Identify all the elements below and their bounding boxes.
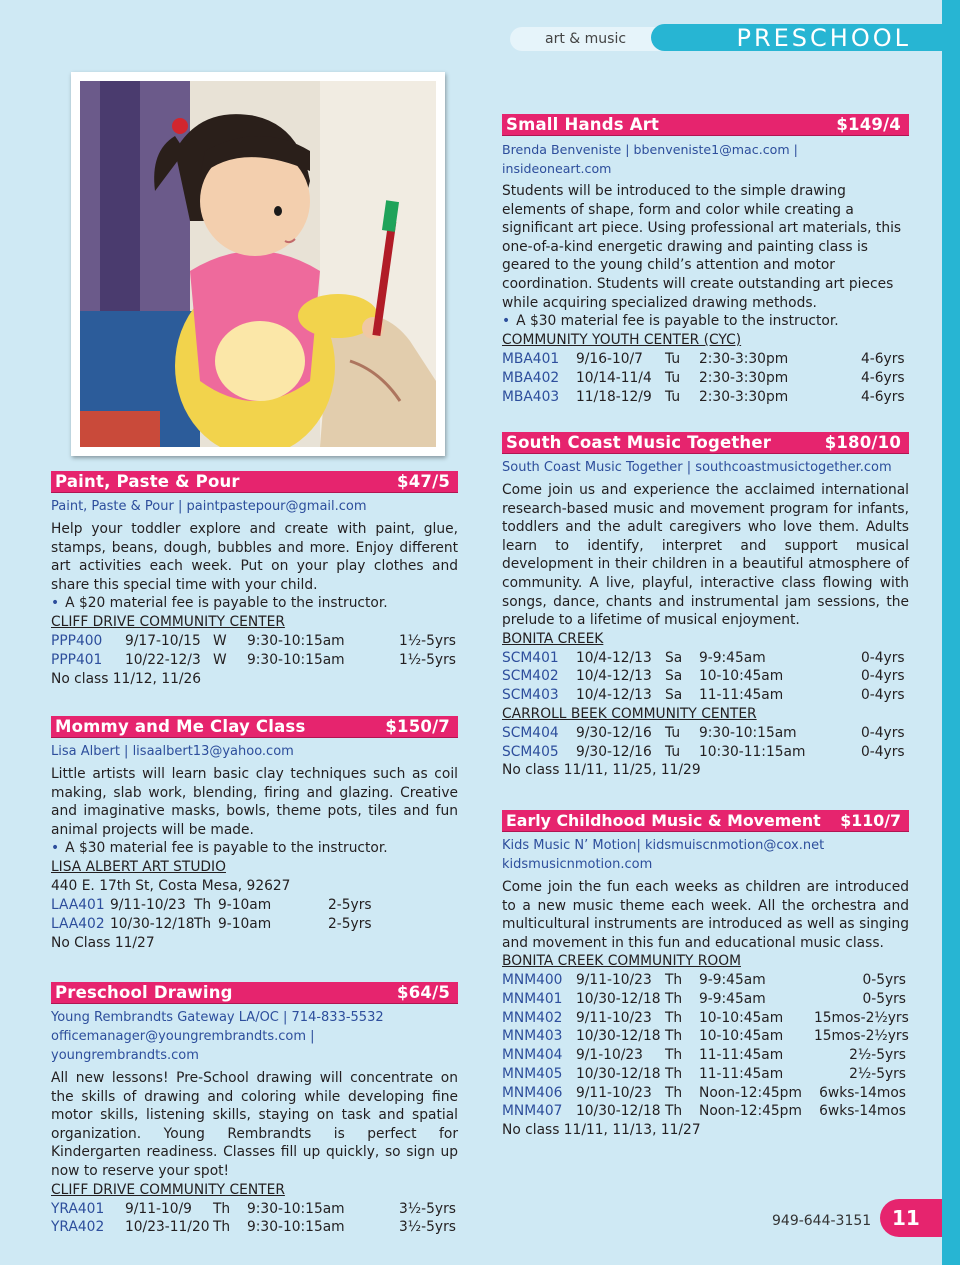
course-price: $150/7: [385, 717, 450, 736]
no-class-note: No class 11/12, 11/26: [51, 670, 202, 687]
session-dates: 10/4-12/13: [576, 649, 652, 666]
location: COMMUNITY YOUTH CENTER (CYC): [502, 332, 742, 349]
session-row[interactable]: [51, 651, 458, 670]
session-time: 2:30-3:30pm: [699, 388, 789, 405]
course-title: Early Childhood Music & Movement: [506, 811, 821, 830]
session-code: SCM405: [502, 743, 559, 760]
session-ages: 3½-5yrs: [399, 1219, 456, 1236]
course-description: Come join us and experience the acclaimed international research-based music and movement program for infants, toddlers and the adult caregivers who love them. Adults learn to identify, interpret and support musical development in their children in a beautiful atmosphere of community. A live, playful, interactive class flowing with songs, dance, chants and instrumental jam sessions, the prelude to a lifetime of musical enjoyment.: [502, 482, 909, 629]
instructor-info[interactable]: Brenda Benveniste | bbenveniste1@mac.com | insideoneart.com: [502, 142, 798, 176]
session-code: LAA401: [51, 897, 105, 914]
session-dates: 10/30-12/18: [576, 1065, 661, 1082]
session-ages: 1½-5yrs: [399, 652, 456, 669]
session-day: W: [213, 633, 227, 650]
session-time: 2:30-3:30pm: [699, 369, 789, 386]
category-label: art & music: [510, 27, 670, 51]
session-code: MNM404: [502, 1047, 563, 1064]
material-fee: • A $20 material fee is payable to the instructor.: [51, 595, 388, 612]
instructor-website[interactable]: kidsmusicnmotion.com: [502, 857, 653, 872]
session-dates: 10/30-12/18: [110, 916, 195, 933]
session-dates: 10/30-12/18: [576, 1028, 661, 1045]
session-row[interactable]: [502, 1027, 909, 1046]
session-row[interactable]: [51, 1200, 458, 1219]
location: CARROLL BEEK COMMUNITY CENTER: [502, 705, 757, 722]
child-painting-photo: [80, 81, 436, 447]
instructor-contact[interactable]: officemanager@youngrembrandts.com | youngrembrandts.com: [51, 1029, 315, 1063]
session-dates: 9/30-12/16: [576, 743, 652, 760]
instructor-info[interactable]: Kids Music N’ Motion| kidsmuiscnmotion@cox.net: [502, 838, 825, 853]
session-dates: 9/11-10/9: [125, 1200, 192, 1217]
no-class-note: No class 11/11, 11/25, 11/29: [502, 762, 701, 779]
session-code: MNM403: [502, 1028, 563, 1045]
session-day: Th: [665, 972, 683, 989]
session-day: Th: [194, 916, 212, 933]
session-day: Th: [665, 991, 683, 1008]
session-code: MNM402: [502, 1009, 563, 1026]
session-dates: 9/11-10/23: [576, 972, 652, 989]
session-time: 11-11:45am: [699, 1047, 784, 1064]
course-paint-paste-pour: [51, 471, 458, 689]
session-code: SCM403: [502, 687, 559, 704]
course-preschool-drawing: [51, 982, 458, 1237]
session-time: 10-10:45am: [699, 1009, 784, 1026]
session-dates: 9/17-10/15: [125, 633, 201, 650]
course-price: $110/7: [840, 811, 901, 830]
session-row[interactable]: [502, 1065, 909, 1084]
session-dates: 10/14-11/4: [576, 369, 652, 386]
material-fee: • A $30 material fee is payable to the instructor.: [502, 313, 839, 330]
course-title-bar: [51, 716, 458, 737]
address: 440 E. 17th St, Costa Mesa, 92627: [51, 878, 291, 895]
session-day: Th: [213, 1200, 231, 1217]
session-ages: 15mos-2½yrs: [814, 1009, 909, 1026]
instructor-info[interactable]: South Coast Music Together | southcoastmusictogether.com: [502, 460, 892, 475]
instructor-info[interactable]: Lisa Albert | lisaalbert13@yahoo.com: [51, 744, 294, 759]
session-ages: 2½-5yrs: [849, 1065, 906, 1082]
session-code: SCM401: [502, 649, 559, 666]
bullet-icon: •: [51, 840, 60, 857]
session-code: LAA402: [51, 916, 105, 933]
session-ages: 0-5yrs: [862, 972, 906, 989]
session-day: Th: [665, 1084, 683, 1101]
session-ages: 15mos-2½yrs: [814, 1028, 909, 1045]
session-row[interactable]: [51, 896, 458, 915]
session-row[interactable]: [502, 1046, 909, 1065]
session-ages: 4-6yrs: [861, 351, 905, 368]
course-title: Small Hands Art: [506, 115, 660, 134]
course-description: Students will be introduced to the simple drawing elements of shape, form and color while creating a significant art piece. Using professional art materials, this one-of-a-kind energetic drawing and painting class is geared to the young child’s attention and motor coordination. Students will create outstanding art pieces while acquiring specialized drawing methods.: [502, 183, 902, 311]
session-ages: 4-6yrs: [861, 369, 905, 386]
session-ages: 6wks-14mos: [819, 1103, 906, 1120]
session-dates: 11/18-12/9: [576, 388, 652, 405]
session-code: MNM400: [502, 972, 563, 989]
session-row[interactable]: [51, 1218, 458, 1237]
course-title: Mommy and Me Clay Class: [55, 717, 306, 736]
session-row[interactable]: [502, 743, 909, 762]
session-ages: 2-5yrs: [328, 916, 372, 933]
course-title-bar: [51, 471, 458, 492]
bullet-icon: •: [502, 313, 511, 330]
session-day: W: [213, 652, 227, 669]
session-ages: 0-4yrs: [861, 649, 905, 666]
session-row[interactable]: [502, 1009, 909, 1028]
course-price: $47/5: [397, 472, 450, 491]
session-ages: 0-4yrs: [861, 668, 905, 685]
course-description: Come join the fun each weeks as children are introduced to a new music theme each week. All the orchestra and multicultural instruments are introduced as well as singing and movement in this fun and educational music class.: [502, 879, 909, 951]
session-row[interactable]: [502, 350, 909, 369]
photo-frame: [71, 72, 445, 456]
session-code: YRA402: [51, 1219, 105, 1236]
course-price: $180/10: [824, 433, 901, 452]
session-day: Sa: [665, 668, 683, 685]
page-number: 11: [880, 1199, 942, 1237]
session-day: Th: [665, 1028, 683, 1045]
session-row[interactable]: [502, 990, 909, 1009]
footer-phone: 949-644-3151: [772, 1213, 872, 1229]
session-dates: 10/4-12/13: [576, 668, 652, 685]
session-code: PPP401: [51, 652, 103, 669]
session-dates: 9/30-12/16: [576, 724, 652, 741]
session-day: Tu: [665, 743, 681, 760]
session-day: Tu: [665, 724, 681, 741]
session-code: MNM406: [502, 1084, 563, 1101]
session-time: 10-10:45am: [699, 668, 784, 685]
session-time: 9:30-10:15am: [699, 724, 797, 741]
session-code: MNM405: [502, 1065, 563, 1082]
session-dates: 9/1-10/23: [576, 1047, 643, 1064]
course-title: Preschool Drawing: [55, 983, 233, 1002]
no-class-note: No Class 11/27: [51, 934, 155, 951]
location: CLIFF DRIVE COMMUNITY CENTER: [51, 1181, 285, 1198]
session-row[interactable]: [502, 369, 909, 388]
session-time: 10-10:45am: [699, 1028, 784, 1045]
course-title-bar: [502, 432, 909, 453]
course-price: $149/4: [836, 115, 901, 134]
session-code: YRA401: [51, 1200, 105, 1217]
course-small-hands-art: [502, 114, 909, 406]
session-day: Th: [213, 1219, 231, 1236]
session-time: 9-9:45am: [699, 649, 766, 666]
session-ages: 2-5yrs: [328, 897, 372, 914]
session-code: MBA402: [502, 369, 560, 386]
session-day: Th: [665, 1103, 683, 1120]
session-row[interactable]: [51, 915, 458, 934]
location: CLIFF DRIVE COMMUNITY CENTER: [51, 614, 285, 631]
session-dates: 9/11-10/23: [576, 1009, 652, 1026]
side-accent-bar: [942, 0, 960, 1265]
session-dates: 9/11-10/23: [110, 897, 186, 914]
session-code: MNM401: [502, 991, 563, 1008]
material-fee: • A $30 material fee is payable to the instructor.: [51, 840, 388, 857]
session-code: MBA403: [502, 388, 560, 405]
location: LISA ALBERT ART STUDIO: [51, 859, 226, 876]
session-row[interactable]: [502, 686, 909, 705]
session-day: Tu: [665, 351, 681, 368]
session-row[interactable]: [502, 649, 909, 668]
session-time: 9-10am: [218, 897, 272, 914]
course-south-coast-music: [502, 432, 909, 780]
session-dates: 10/30-12/18: [576, 991, 661, 1008]
course-title: Paint, Paste & Pour: [55, 472, 240, 491]
course-price: $64/5: [397, 983, 450, 1002]
session-ages: 1½-5yrs: [399, 633, 456, 650]
course-description: All new lessons! Pre-School drawing will concentrate on the skills of drawing and coloring while developing fine motor skills, listening skills, staying on task and spatial organization. Young Rembrandts is perfect for Kindergarten readiness. Classes fill up quickly, so sign up now to reserve your spot!: [51, 1070, 458, 1179]
session-time: 9:30-10:15am: [247, 633, 345, 650]
session-row[interactable]: [502, 667, 909, 686]
session-code: SCM404: [502, 724, 559, 741]
session-time: 2:30-3:30pm: [699, 351, 789, 368]
session-time: 9-10am: [218, 916, 272, 933]
session-row[interactable]: [51, 632, 458, 651]
session-dates: 9/11-10/23: [576, 1084, 652, 1101]
session-ages: 2½-5yrs: [849, 1047, 906, 1064]
session-time: 9:30-10:15am: [247, 652, 345, 669]
session-day: Sa: [665, 687, 683, 704]
session-dates: 10/23-11/20: [125, 1219, 210, 1236]
session-row[interactable]: [502, 388, 909, 407]
bullet-icon: •: [51, 595, 60, 612]
session-row[interactable]: [502, 724, 909, 743]
session-code: MNM407: [502, 1103, 563, 1120]
session-ages: 4-6yrs: [861, 388, 905, 405]
session-dates: 9/16-10/7: [576, 351, 643, 368]
session-time: 11-11:45am: [699, 687, 784, 704]
session-day: Th: [665, 1009, 683, 1026]
session-time: 9-9:45am: [699, 972, 766, 989]
session-ages: 0-4yrs: [861, 743, 905, 760]
session-dates: 10/22-12/3: [125, 652, 201, 669]
session-ages: 3½-5yrs: [399, 1200, 456, 1217]
session-day: Th: [665, 1047, 683, 1064]
section-banner: PRESCHOOL: [651, 24, 943, 51]
no-class-note: No class 11/11, 11/13, 11/27: [502, 1122, 701, 1138]
course-mommy-me-clay: [51, 716, 458, 953]
session-time: 11-11:45am: [699, 1065, 784, 1082]
course-description: Help your toddler explore and create with paint, glue, stamps, beans, dough, bubbles and more. Enjoy different art activities each week. Put on your play clothes and share this special time with your child.: [51, 521, 458, 593]
session-day: Th: [665, 1065, 683, 1082]
session-day: Tu: [665, 369, 681, 386]
session-dates: 10/30-12/18: [576, 1103, 661, 1120]
session-ages: 0-4yrs: [861, 724, 905, 741]
session-time: 9:30-10:15am: [247, 1200, 345, 1217]
session-ages: 0-5yrs: [862, 991, 906, 1008]
session-time: 10:30-11:15am: [699, 743, 806, 760]
course-title-bar: [51, 982, 458, 1003]
course-title-bar: [502, 810, 909, 831]
session-row[interactable]: [502, 1102, 909, 1121]
session-ages: 6wks-14mos: [819, 1084, 906, 1101]
session-ages: 0-4yrs: [861, 687, 905, 704]
session-time: Noon-12:45pm: [699, 1103, 802, 1120]
course-title-bar: [502, 114, 909, 135]
session-day: Tu: [665, 388, 681, 405]
session-day: Th: [194, 897, 212, 914]
location: BONITA CREEK COMMUNITY ROOM: [502, 953, 741, 970]
course-title: South Coast Music Together: [506, 433, 772, 452]
session-code: PPP400: [51, 633, 103, 650]
course-music-movement: [502, 810, 909, 1140]
session-day: Sa: [665, 649, 683, 666]
instructor-info[interactable]: Paint, Paste & Pour | paintpastepour@gmail.com: [51, 499, 367, 514]
session-code: MBA401: [502, 351, 560, 368]
session-row[interactable]: [502, 971, 909, 990]
session-code: SCM402: [502, 668, 559, 685]
session-time: 9:30-10:15am: [247, 1219, 345, 1236]
course-description: Little artists will learn basic clay techniques such as coil making, slab work, blending, firing and glazing. Creative and imaginative masks, bowls, theme pots, tiles and fun animal projects will be made.: [51, 766, 458, 838]
session-dates: 10/4-12/13: [576, 687, 652, 704]
location: BONITA CREEK: [502, 630, 604, 647]
session-time: Noon-12:45pm: [699, 1084, 802, 1101]
instructor-info[interactable]: Young Rembrandts Gateway LA/OC | 714-833-5532: [51, 1010, 384, 1025]
session-row[interactable]: [502, 1084, 909, 1103]
session-time: 9-9:45am: [699, 991, 766, 1008]
